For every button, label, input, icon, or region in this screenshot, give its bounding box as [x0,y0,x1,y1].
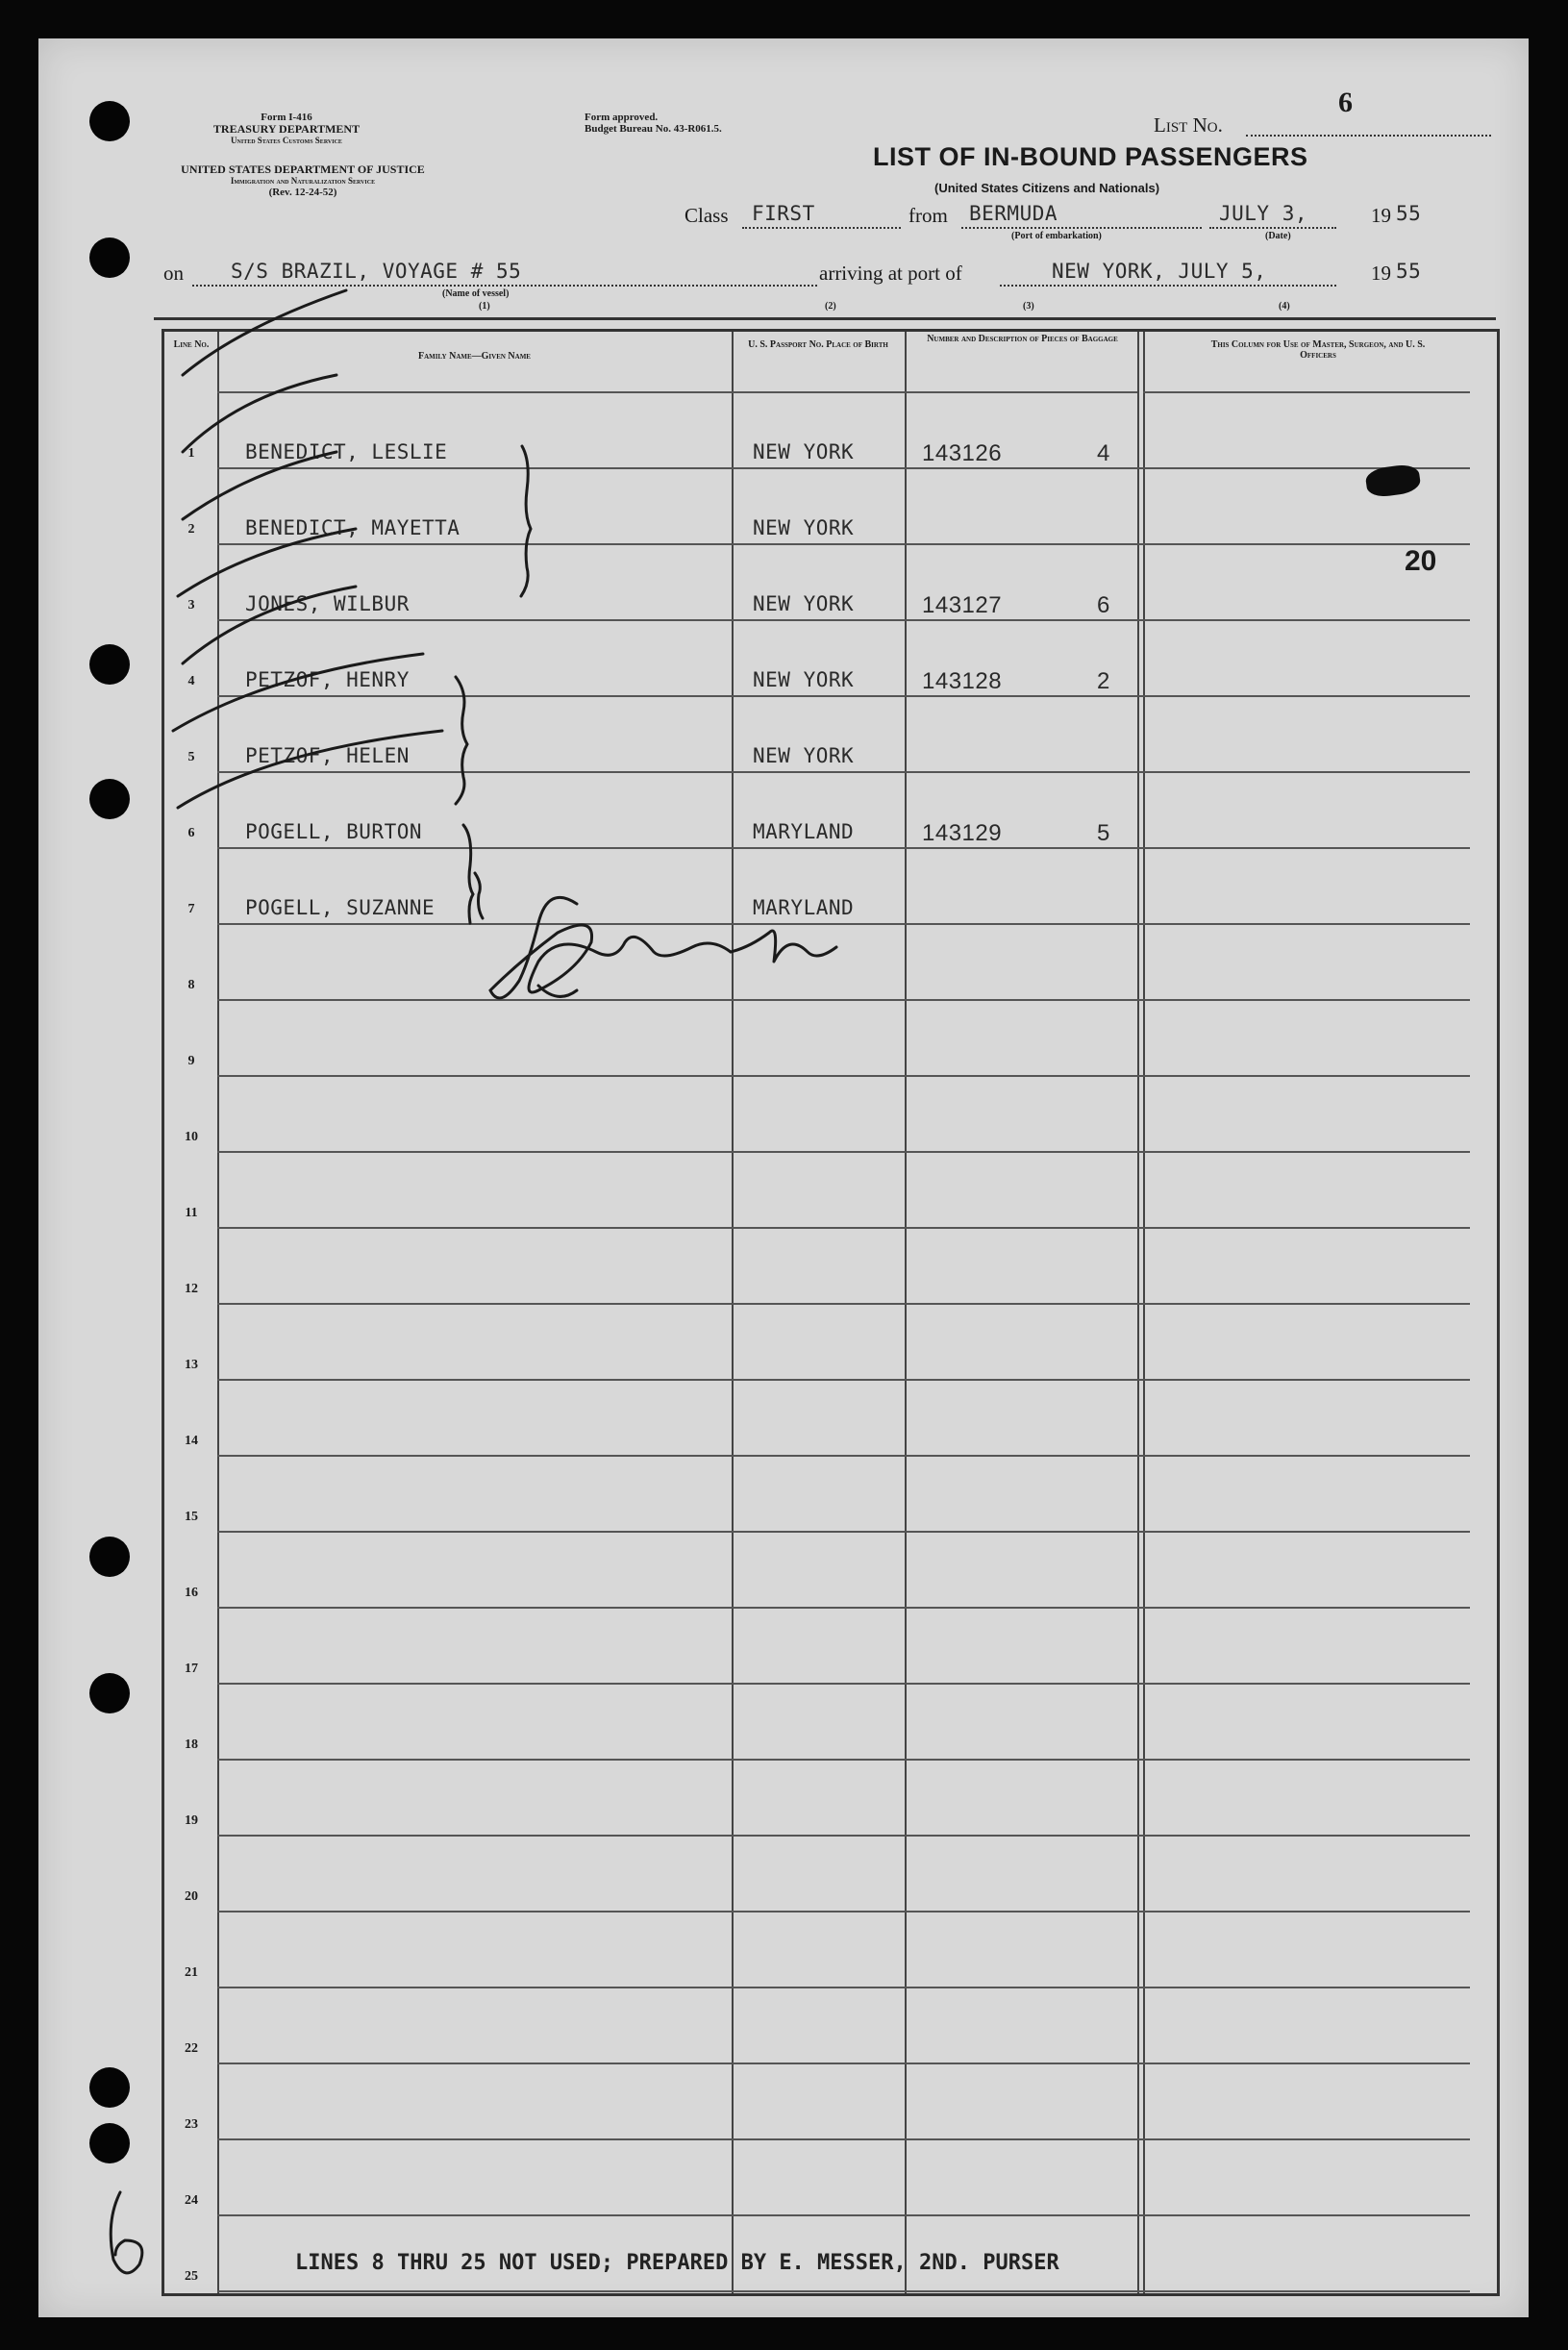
place-of-birth: MARYLAND [753,820,855,843]
col-cap-1: (1) [479,301,490,312]
row-number: 3 [187,598,195,612]
row-number: 4 [187,674,195,688]
row-number: 16 [185,1586,198,1600]
passenger-name: BENEDICT, MAYETTA [245,516,460,539]
passenger-name: PETZOF, HENRY [245,668,410,691]
row-number: 17 [185,1662,198,1676]
year2-prefix: 19 [1371,262,1391,285]
vessel-value: S/S BRAZIL, VOYAGE # 55 [231,260,522,283]
check-mark [183,452,336,519]
col-cap-2: (2) [825,301,836,312]
passenger-name: PETZOF, HELEN [245,744,410,767]
budget-bureau: Budget Bureau No. 43-R061.5. [585,123,722,135]
bracket [521,446,531,596]
col-header-officers: This Column for Use of Master, Surgeon, and U. S. Officers [1210,339,1426,361]
row-number: 2 [187,522,195,537]
year1-prefix: 19 [1371,204,1391,227]
signature [490,897,731,998]
place-of-birth: NEW YORK [753,592,855,615]
row-number: 6 [187,826,195,840]
from-value: BERMUDA [969,202,1058,225]
ins-service: Immigration and Naturalization Service [230,176,376,186]
class-value: FIRST [752,202,815,225]
check-mark [183,375,336,452]
row-number: 20 [185,1889,198,1904]
place-of-birth: NEW YORK [753,516,855,539]
form-approved: Form approved. [585,112,659,123]
passenger-name: POGELL, BURTON [245,820,423,843]
margin-mark-stroke [111,2192,142,2273]
customs-service: United States Customs Service [231,136,342,145]
row-number: 15 [185,1510,198,1524]
baggage-pieces: 2 [1097,668,1110,694]
bracket [456,677,467,804]
place-of-birth: NEW YORK [753,440,855,463]
col-cap-4: (4) [1279,301,1290,312]
row-number: 14 [185,1434,198,1448]
list-no-value: 6 [1338,87,1353,118]
check-mark [173,654,423,731]
handwriting-overlay [38,38,1529,2317]
signature [731,931,836,962]
row-number: 25 [185,2269,198,2284]
row-number: 22 [185,2041,198,2056]
page-subtitle: (United States Citizens and Nationals) [934,181,1160,195]
document-page [38,38,1529,2317]
row-number: 9 [187,1054,195,1068]
row-number: 18 [185,1738,198,1752]
port-caption: (Port of embarkation) [1011,231,1102,241]
col-header-name: Family Name—Given Name [418,351,531,362]
bracket [475,873,483,918]
row-number: 19 [185,1813,198,1828]
year1-value: 55 [1396,202,1422,225]
passenger-name: BENEDICT, LESLIE [245,440,448,463]
row-number: 23 [185,2117,198,2132]
revision-date: (Rev. 12-24-52) [268,187,337,198]
vessel-caption: (Name of vessel) [442,288,510,299]
place-of-birth: MARYLAND [753,896,855,919]
check-mark [183,587,356,663]
baggage-pieces: 4 [1097,440,1110,466]
row-number: 21 [185,1965,198,1980]
arriving-label: arriving at port of [819,262,962,285]
baggage-number: 143129 [922,820,1003,846]
check-mark [183,290,346,375]
date1-value: JULY 3, [1219,202,1308,225]
date-caption: (Date) [1265,231,1291,241]
from-label: from [908,204,948,227]
row-number: 7 [187,902,195,916]
year2-value: 55 [1396,260,1422,283]
baggage-number: 143128 [922,668,1003,694]
col-header-baggage: Number and Description of Pieces of Baggage [927,334,1118,344]
on-label: on [163,262,184,285]
place-of-birth: NEW YORK [753,668,855,691]
class-label: Class [684,204,729,227]
form-number: Form I-416 [261,112,312,123]
row-number: 10 [185,1130,198,1144]
row-number: 24 [185,2193,198,2208]
row-number: 13 [185,1358,198,1372]
baggage-number: 143127 [922,592,1003,618]
baggage-pieces: 6 [1097,592,1110,618]
check-mark [178,731,442,808]
baggage-pieces: 5 [1097,820,1110,846]
list-no-label: List No. [1154,113,1223,137]
place-of-birth: NEW YORK [753,744,855,767]
row-number: 11 [185,1206,198,1220]
treasury-department: TREASURY DEPARTMENT [212,122,361,136]
col-header-passport: U. S. Passport No. Place of Birth [748,339,888,350]
check-mark [178,529,356,596]
justice-department: UNITED STATES DEPARTMENT OF JUSTICE [181,162,425,176]
col-cap-3: (3) [1023,301,1034,312]
passenger-name: POGELL, SUZANNE [245,896,436,919]
baggage-number: 143126 [922,440,1003,466]
row-number: 5 [187,750,195,764]
bracket [463,825,473,923]
footer-note: LINES 8 THRU 25 NOT USED; PREPARED BY E. MESSER, 2ND. PURSER [295,2251,1059,2275]
row-number: 1 [187,446,195,461]
arrival-value: NEW YORK, JULY 5, [1052,260,1267,283]
passenger-name: JONES, WILBUR [245,592,410,615]
col-header-line-no: Line No. [173,339,210,350]
row-number: 8 [187,978,195,992]
page-title: LIST OF IN-BOUND PASSENGERS [873,142,1308,171]
officer-mark: 20 [1405,545,1437,577]
row-number: 12 [185,1282,198,1296]
